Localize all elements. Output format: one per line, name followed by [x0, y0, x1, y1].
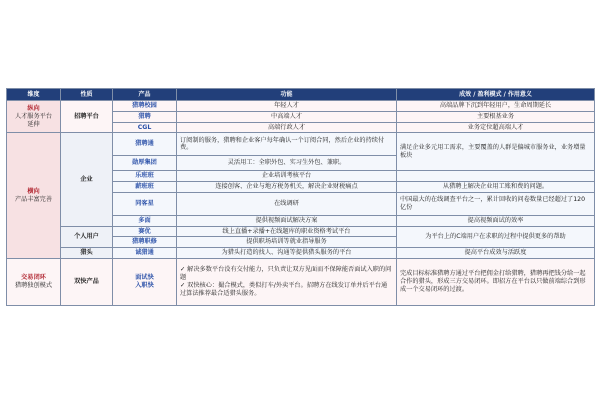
product-cell: 猎聘通: [113, 133, 177, 156]
product-line: 面试快: [135, 274, 154, 281]
section-title: 横向: [27, 187, 40, 195]
function-cell: 企业培训考核平台: [177, 171, 397, 182]
product-cell: 诚猎通: [113, 248, 177, 259]
nature-cell: 猎头: [61, 248, 113, 259]
table-row: [7, 258, 595, 305]
header-row: [7, 89, 595, 101]
function-cell: [177, 258, 397, 305]
product-cell: 猎聘: [113, 111, 177, 122]
section-title: 交易闭环: [21, 274, 46, 281]
function-cell: 为猎头打造的找人、沟通等提供猎头服务的平台: [177, 248, 397, 259]
value-cell: 完成目标标准猎聘方通过平台把佣金打给猎聘，猎聘再把钱分给一起合作的猎头，形成三方交易闭环。即招方在平台以只做前端综合到形成一个交易闭环的过渡。: [397, 258, 595, 305]
section-horizontal: [7, 133, 61, 259]
product-cell: 多面: [113, 215, 177, 226]
function-cell: 提供职场培训等就业指导服务: [177, 237, 397, 248]
function-cell: 线上直播+录播+在线题库的职业资格考试平台: [177, 226, 397, 237]
nature-cell: 招聘平台: [61, 101, 113, 133]
product-cell: [113, 258, 177, 305]
value-cell: 高端品牌下沉到年轻用户，生命周期延长: [397, 101, 595, 112]
product-cell: 勋厚集团: [113, 156, 177, 171]
nature-cell: 双快产品: [61, 258, 113, 305]
function-cell: 年轻人才: [177, 101, 397, 112]
header-dimension: 维度: [7, 89, 61, 101]
function-cell: 高端行政人才: [177, 122, 397, 133]
section-vertical: [7, 101, 61, 133]
product-cell: 赛优: [113, 226, 177, 237]
product-cell: 乐班班: [113, 171, 177, 182]
value-cell: [397, 171, 595, 182]
table-row: [7, 133, 595, 156]
section-sub: 延伸: [27, 120, 40, 128]
function-cell: 中高端人才: [177, 111, 397, 122]
function-cell: 连接创客、企业与地方税务机关，解决企业财税痛点: [177, 182, 397, 193]
value-cell: 主要根基业务: [397, 111, 595, 122]
value-cell: 从猎聘上解决企业用工账和费的问题。: [397, 182, 595, 193]
header-product: 产品: [113, 89, 177, 101]
product-cell: CGL: [113, 122, 177, 133]
value-cell: 为平台上的C端用户在求职的过程中提供更多的帮助: [397, 226, 595, 248]
value-cell: 业务定位超高端人才: [397, 122, 595, 133]
nature-cell: 企业: [61, 133, 113, 226]
table-row: [7, 248, 595, 259]
nature-cell: 个人用户: [61, 226, 113, 248]
product-cell: 同客星: [113, 192, 177, 215]
function-cell: 提供视频面试解决方案: [177, 215, 397, 226]
value-cell: 提高平台成效与活跃度: [397, 248, 595, 259]
value-cell: 中国最大的在线调查平台之一，累计回收的问卷数量已经超过了120亿份: [397, 192, 595, 215]
section-sub: 猎聘独创模式: [14, 281, 53, 289]
table-row: [7, 226, 595, 237]
product-matrix-table: [6, 88, 595, 306]
product-cell: 薪班班: [113, 182, 177, 193]
table-row: [7, 101, 595, 112]
product-cell: 猎聘校园: [113, 101, 177, 112]
value-cell: 满足企业多元用工需求，主要覆盖的人群是偏城市服务业，业务增量板块: [397, 133, 595, 171]
section-loop: [7, 258, 61, 305]
function-cell: 在线调研: [177, 192, 397, 215]
section-sub: 产品丰富完善: [14, 195, 53, 203]
section-title: 纵向: [27, 105, 40, 112]
header-nature: 性质: [61, 89, 113, 101]
section-sub: 人才服务平台: [14, 112, 53, 120]
product-line: 入职快: [135, 281, 154, 289]
function-cell: 灵活用工：全职外包、实习生外包、兼职。: [177, 156, 397, 171]
table-wrapper: [0, 88, 600, 306]
function-line: ✓ 解决多数平台没有交付能力，只负责让双方见面而不保障能否面试入职的问题: [180, 266, 392, 281]
header-function: 功能: [177, 89, 397, 101]
product-cell: 猎聘职修: [113, 237, 177, 248]
value-cell: 提高视频面试的效率: [397, 215, 595, 226]
function-cell: 订阅制的服务，猎聘和企业客户每年确认一个订阅合同，然后企业的持续付费。: [177, 133, 397, 156]
function-line: ✓ 双快核心：撮合模式，类似打车/外卖平台。招聘方在线发订单并后平台通过算法推荐最合适猎头服务。: [180, 281, 388, 297]
header-value: 成效 / 盈利模式 / 作用意义: [397, 89, 595, 101]
